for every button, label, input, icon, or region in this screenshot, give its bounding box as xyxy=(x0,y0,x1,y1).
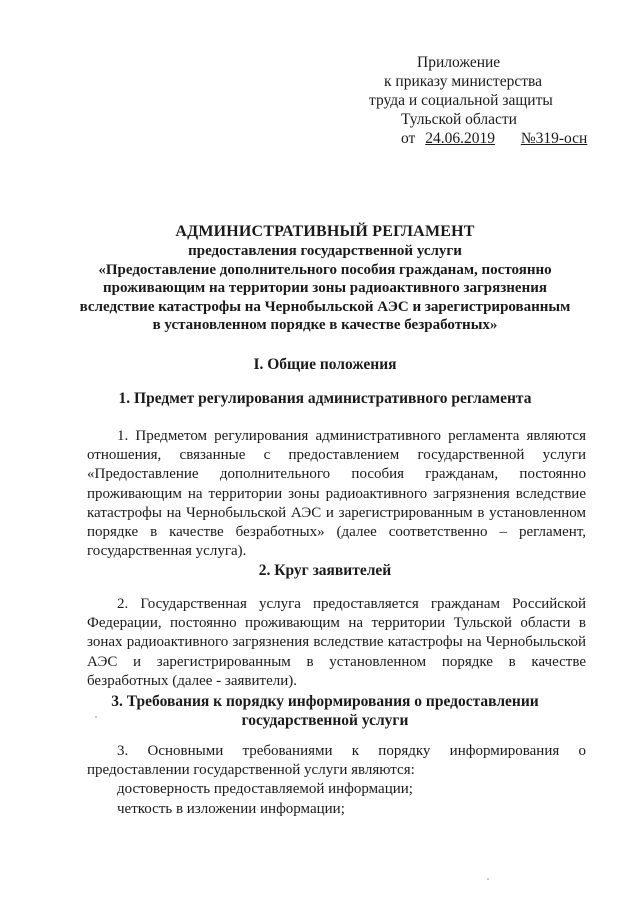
title-line: в установленном порядке в качестве безработных» xyxy=(152,317,498,333)
section-heading-general: I. Общие положения xyxy=(253,356,397,373)
section-heading-requirements xyxy=(60,692,590,730)
scan-speck xyxy=(487,878,489,880)
order-date: 24.06.2019 xyxy=(425,130,495,147)
appendix-line: к приказу министерства xyxy=(384,73,542,90)
list-item: четкость в изложении информации; xyxy=(117,800,345,817)
title-line: вследствие катастрофы на Чернобыльской АЭС и зарегистрированным xyxy=(79,298,571,315)
document-title xyxy=(60,222,590,335)
title-line: «Предоставление дополнительного пособия гражданам, постоянно xyxy=(98,261,552,278)
paragraph-2 xyxy=(87,595,586,691)
paragraph-1 xyxy=(87,427,586,561)
appendix-line: Приложение xyxy=(417,54,501,71)
paragraph-3 xyxy=(87,742,586,819)
section-heading-subject: 1. Предмет регулирования административного регламента xyxy=(118,390,532,407)
paragraph-text: 1. Предметом регулирования административного регламента являются отношения, связанные с предоставлением государственной услуги «Предоставление дополнительного пособия гражданам, постоянно проживающим на территории зоны радиоактивного загрязнения вследствие катастрофы на Чернобыльской АЭС и зарегистрированным в установленном порядке в качестве безработных» (далее соответственно – регламент, государственная услуга). xyxy=(87,428,586,560)
paragraph-text: 3. Основными требованиями к порядку информирования о предоставлении государственной услуги являются: xyxy=(87,743,586,779)
order-number: №319-осн xyxy=(520,130,588,147)
scan-speck xyxy=(95,716,97,718)
paragraph-text: 2. Государственная услуга предоставляется гражданам Российской Федерации, постоянно проживающим на территории Тульской области в зонах радиоактивного загрязнения вследствие катастрофы на Чернобыльской АЭС и зарегистрированным в установленном порядке в качестве безработных (далее - заявители). xyxy=(87,596,586,689)
section-heading-applicants: 2. Круг заявителей xyxy=(258,562,392,579)
appendix-block xyxy=(360,53,590,148)
list-item: достоверность предоставляемой информации; xyxy=(117,781,413,798)
heading-line: государственной услуги xyxy=(241,712,409,729)
heading-line: 3. Требования к порядку информирования о предоставлении xyxy=(111,693,539,710)
title-main: АДМИНИСТРАТИВНЫЙ РЕГЛАМЕНТ xyxy=(175,223,475,240)
appendix-line: Тульской области xyxy=(401,111,517,128)
title-line: проживающим на территории зоны радиоактивного загрязнения xyxy=(103,280,547,296)
title-line: предоставления государственной услуги xyxy=(188,243,462,259)
appendix-date-line xyxy=(360,129,590,148)
from-label: от xyxy=(401,130,416,147)
appendix-line: труда и социальной защиты xyxy=(369,92,553,109)
